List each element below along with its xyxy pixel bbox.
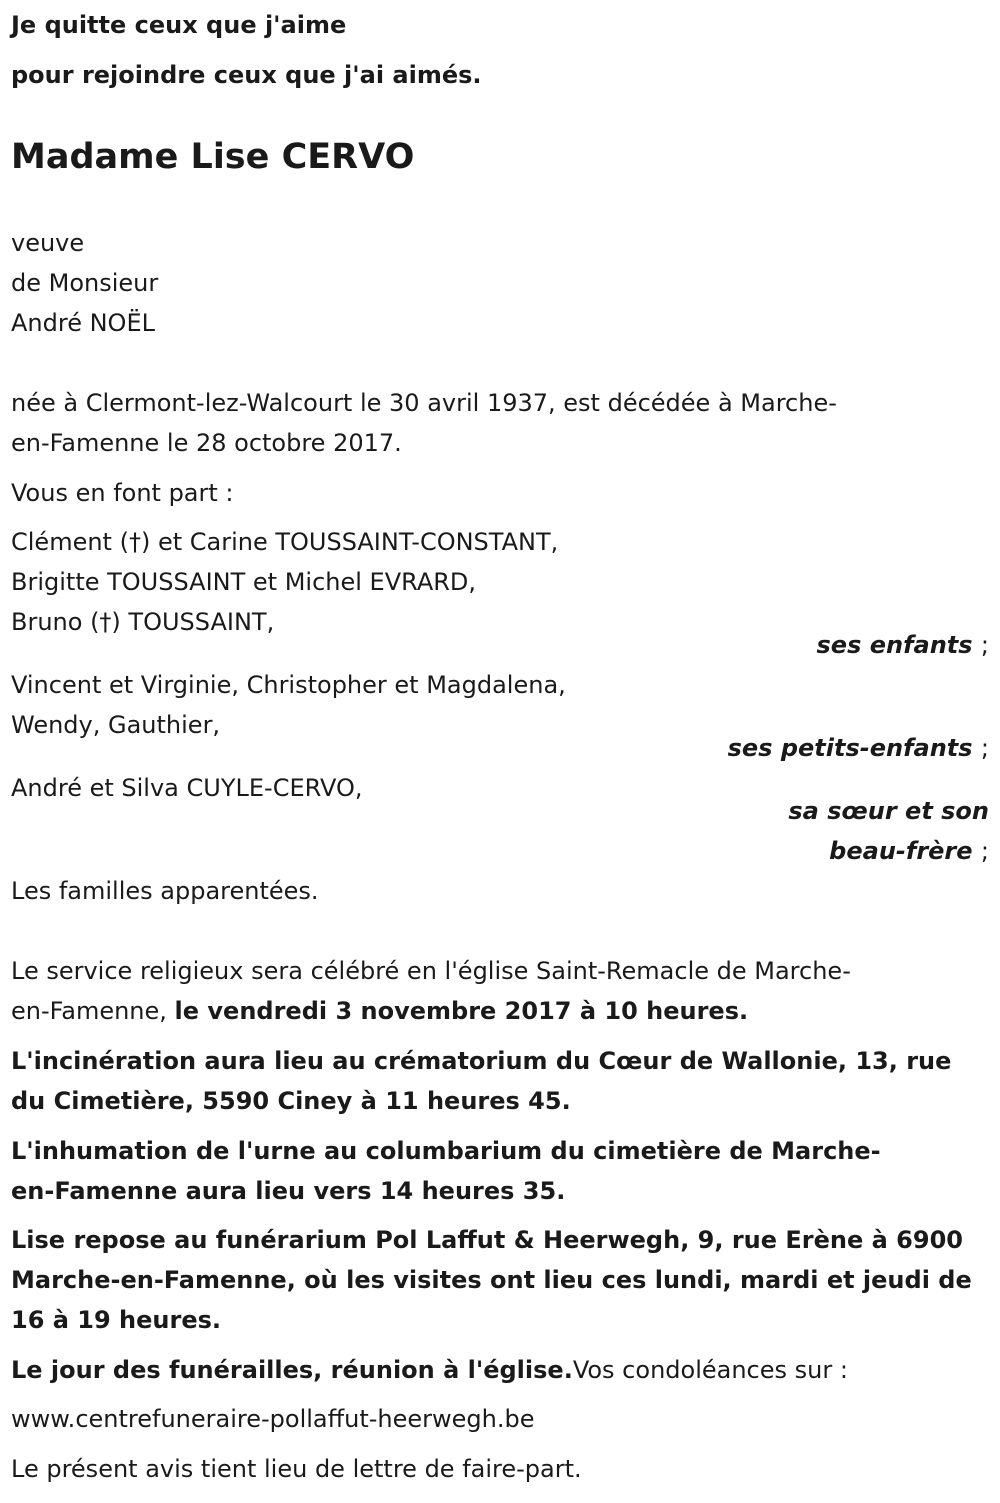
funeral-meeting-text: Le jour des funérailles, réunion à l'église. bbox=[11, 1356, 573, 1384]
children-role bbox=[817, 630, 990, 660]
children-role-separator: ; bbox=[980, 631, 989, 659]
condolences-text: Vos condoléances sur : bbox=[572, 1356, 848, 1384]
children-line-3: Bruno (†) TOUSSAINT, bbox=[11, 608, 275, 636]
visits-line-2: Marche-en-Famenne, où les visites ont lieu ces lundi, mardi et jeudi de bbox=[11, 1266, 972, 1294]
children-line-1: Clément (†) et Carine TOUSSAINT-CONSTANT, bbox=[11, 528, 559, 556]
deceased-name: Madame Lise CERVO bbox=[11, 137, 415, 177]
funeral-meeting-line bbox=[11, 1355, 848, 1385]
announce-text: Vous en font part : bbox=[11, 479, 234, 507]
burial-line-2: en-Famenne aura lieu vers 14 heures 35. bbox=[11, 1177, 566, 1205]
sibling-role-line-2 bbox=[829, 836, 989, 866]
epigraph-line-2: pour rejoindre ceux que j'ai aimés. bbox=[11, 61, 482, 89]
widow-of: de Monsieur bbox=[11, 269, 159, 297]
service-date-text: le vendredi 3 novembre 2017 à 10 heures. bbox=[174, 997, 749, 1025]
sibling-line: André et Silva CUYLE-CERVO, bbox=[11, 774, 363, 802]
grandchildren-line-1: Vincent et Virginie, Christopher et Magdalena, bbox=[11, 671, 566, 699]
children-line-2: Brigitte TOUSSAINT et Michel EVRARD, bbox=[11, 568, 477, 596]
visits-line-1: Lise repose au funérarium Pol Laffut & Heerwegh, 9, rue Erène à 6900 bbox=[11, 1226, 963, 1254]
condolences-website: www.centrefuneraire-pollaffut-heerwegh.be bbox=[11, 1405, 535, 1433]
grandchildren-role-separator: ; bbox=[980, 734, 989, 762]
widow-status: veuve bbox=[11, 229, 85, 257]
visits-line-3: 16 à 19 heures. bbox=[11, 1306, 222, 1334]
service-line-1: Le service religieux sera célébré en l'église Saint-Remacle de Marche- bbox=[11, 957, 851, 985]
birth-death-line-2: en-Famenne le 28 octobre 2017. bbox=[11, 429, 402, 457]
birth-death-line-1: née à Clermont-lez-Walcourt le 30 avril 1937, est décédée à Marche- bbox=[11, 389, 837, 417]
sibling-role-line-1 bbox=[788, 796, 989, 826]
sibling-role-separator: ; bbox=[980, 837, 989, 865]
sibling-role-label-1: sa sœur et son bbox=[788, 797, 989, 825]
burial-line-1: L'inhumation de l'urne au columbarium du cimetière de Marche- bbox=[11, 1137, 881, 1165]
notice-footer: Le présent avis tient lieu de lettre de faire-part. bbox=[11, 1455, 582, 1483]
service-place-text: en-Famenne, bbox=[11, 997, 175, 1025]
cremation-line-2: du Cimetière, 5590 Ciney à 11 heures 45. bbox=[11, 1087, 571, 1115]
cremation-line-1: L'incinération aura lieu au crématorium du Cœur de Wallonie, 13, rue bbox=[11, 1047, 952, 1075]
epigraph-line-1: Je quitte ceux que j'aime bbox=[11, 11, 347, 39]
sibling-role-label-2: beau-frère bbox=[829, 837, 973, 865]
other-families: Les familles apparentées. bbox=[11, 877, 319, 905]
grandchildren-line-2: Wendy, Gauthier, bbox=[11, 711, 221, 739]
spouse-name: André NOËL bbox=[11, 309, 155, 337]
grandchildren-role-label: ses petits-enfants bbox=[727, 734, 973, 762]
grandchildren-role bbox=[728, 733, 989, 763]
children-role-label: ses enfants bbox=[816, 631, 973, 659]
service-line-2 bbox=[11, 996, 748, 1026]
